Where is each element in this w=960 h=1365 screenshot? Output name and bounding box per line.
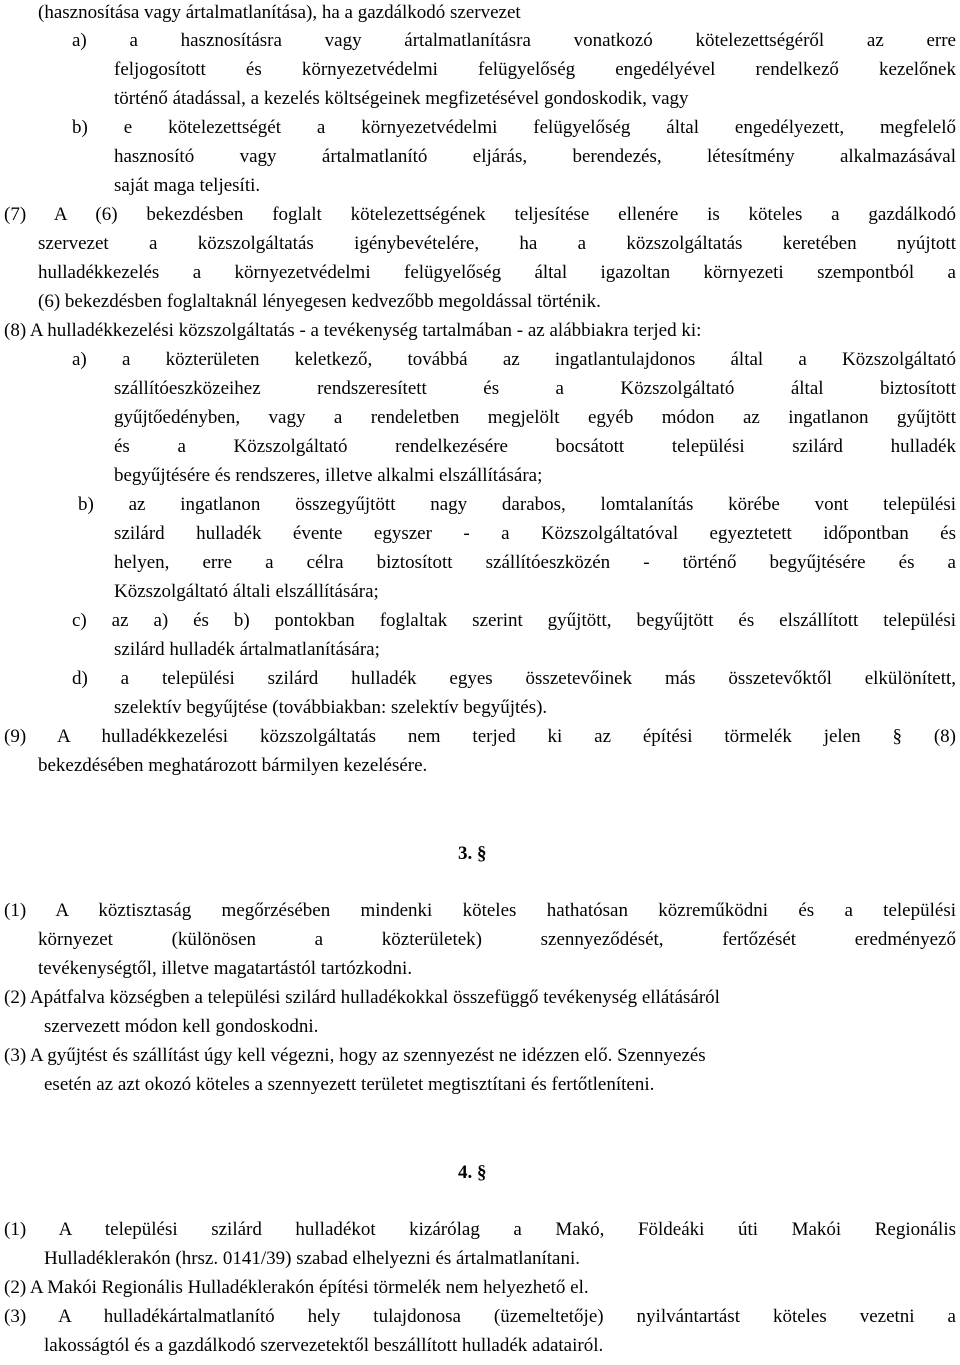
text-line: saját maga teljesíti. [114, 175, 261, 196]
section-heading-3: 3. § [458, 843, 487, 864]
text-line: (2) A Makói Regionális Hulladéklerakón építési törmelék nem helyezhető el. [4, 1277, 589, 1298]
text-line: környezet (különösen a közterületek) szennyeződését, fertőzését eredményező [38, 929, 956, 950]
text-line: c) az a) és b) pontokban foglaltak szerint gyűjtött, begyűjtött és elszállított települési [72, 610, 956, 631]
text-line: hulladékkezelés a környezetvédelmi felügyelőség által igazoltan környezeti szempontból a [38, 262, 956, 283]
text-line: (3) A hulladékártalmatlanító hely tulajdonosa (üzemeltetője) nyilvántartást köteles vezetni a [4, 1306, 956, 1327]
text-line: (1) A köztisztaság megőrzésében mindenki köteles hathatósan közreműködni és a települési [4, 900, 956, 921]
text-line: és a Közszolgáltató rendelkezésére bocsátott települési szilárd hulladék [114, 436, 956, 457]
text-line: szervezet a közszolgáltatás igénybevételére, ha a közszolgáltatás keretében nyújtott [38, 233, 956, 254]
text-line: helyen, erre a célra biztosított szállítóeszközén - történő begyűjtésére és a [114, 552, 956, 573]
text-line: a) a közterületen keletkező, továbbá az ingatlantulajdonos által a Közszolgáltató [72, 349, 956, 370]
text-line: szervezett módon kell gondoskodni. [44, 1016, 319, 1037]
text-line: (9) A hulladékkezelési közszolgáltatás nem terjed ki az építési törmelék jelen § (8) [4, 726, 956, 747]
text-line: feljogosított és környezetvédelmi felügyelőség engedélyével rendelkező kezelőnek [114, 59, 956, 80]
text-line: esetén az azt okozó köteles a szennyezett területet megtisztítani és fertőtleníteni. [44, 1074, 655, 1095]
text-line: történő átadással, a kezelés költségeinek megfizetésével gondoskodik, vagy [114, 88, 689, 109]
text-line: szilárd hulladék ártalmatlanítására; [114, 639, 380, 660]
text-line: Hulladéklerakón (hrsz. 0141/39) szabad elhelyezni és ártalmatlanítani. [44, 1248, 581, 1269]
text-line: bekezdésében meghatározott bármilyen kezelésére. [38, 755, 428, 776]
text-line: b) az ingatlanon összegyűjtött nagy darabos, lomtalanítás körébe vont települési [78, 494, 956, 515]
section-heading-4: 4. § [458, 1162, 487, 1183]
text-line: szilárd hulladék évente egyszer - a Közszolgáltatóval egyeztetett időpontban és [114, 523, 956, 544]
text-line: (hasznosítása vagy ártalmatlanítása), ha a gazdálkodó szervezet [38, 2, 521, 23]
text-line: a) a hasznosításra vagy ártalmatlanításra vonatkozó kötelezettségéről az erre [72, 30, 956, 51]
text-line: (8) A hulladékkezelési közszolgáltatás - a tevékenység tartalmában - az alábbiakra terjed ki: [4, 320, 702, 341]
text-line: (3) A gyűjtést és szállítást úgy kell végezni, hogy az szennyezést ne idézzen elő. Szennyezés [4, 1045, 706, 1066]
text-line: tevékenységtől, illetve magatartástól tartózkodni. [38, 958, 413, 979]
text-line: lakosságtól és a gazdálkodó szervezetektől beszállított hulladék adatairól. [44, 1335, 604, 1356]
text-line: szállítóeszközeihez rendszeresített és a Közszolgáltató által biztosított [114, 378, 956, 399]
text-line: (2) Apátfalva községben a települési szilárd hulladékokkal összefüggő tevékenység ellátásáról [4, 987, 720, 1008]
text-line: hasznosító vagy ártalmatlanító eljárás, berendezés, létesítmény alkalmazásával [114, 146, 956, 167]
text-line: (6) bekezdésben foglaltaknál lényegesen kedvezőbb megoldással történik. [38, 291, 601, 312]
text-line: b) e kötelezettségét a környezetvédelmi felügyelőség által engedélyezett, megfelelő [72, 117, 956, 138]
text-line: d) a települési szilárd hulladék egyes összetevőinek más összetevőktől elkülönített, [72, 668, 956, 689]
text-line: gyűjtőedényben, vagy a rendeletben megjelölt egyéb módon az ingatlanon gyűjtött [114, 407, 956, 428]
text-line: szelektív begyűjtése (továbbiakban: szelektív begyűjtés). [114, 697, 548, 718]
text-line: begyűjtésére és rendszeres, illetve alkalmi elszállítására; [114, 465, 543, 486]
text-line: Közszolgáltató általi elszállítására; [114, 581, 379, 602]
text-line: (7) A (6) bekezdésben foglalt kötelezettségének teljesítése ellenére is köteles a gazdálkodó [4, 204, 956, 225]
text-line: (1) A települési szilárd hulladékot kizárólag a Makó, Földeáki úti Makói Regionális [4, 1219, 956, 1240]
